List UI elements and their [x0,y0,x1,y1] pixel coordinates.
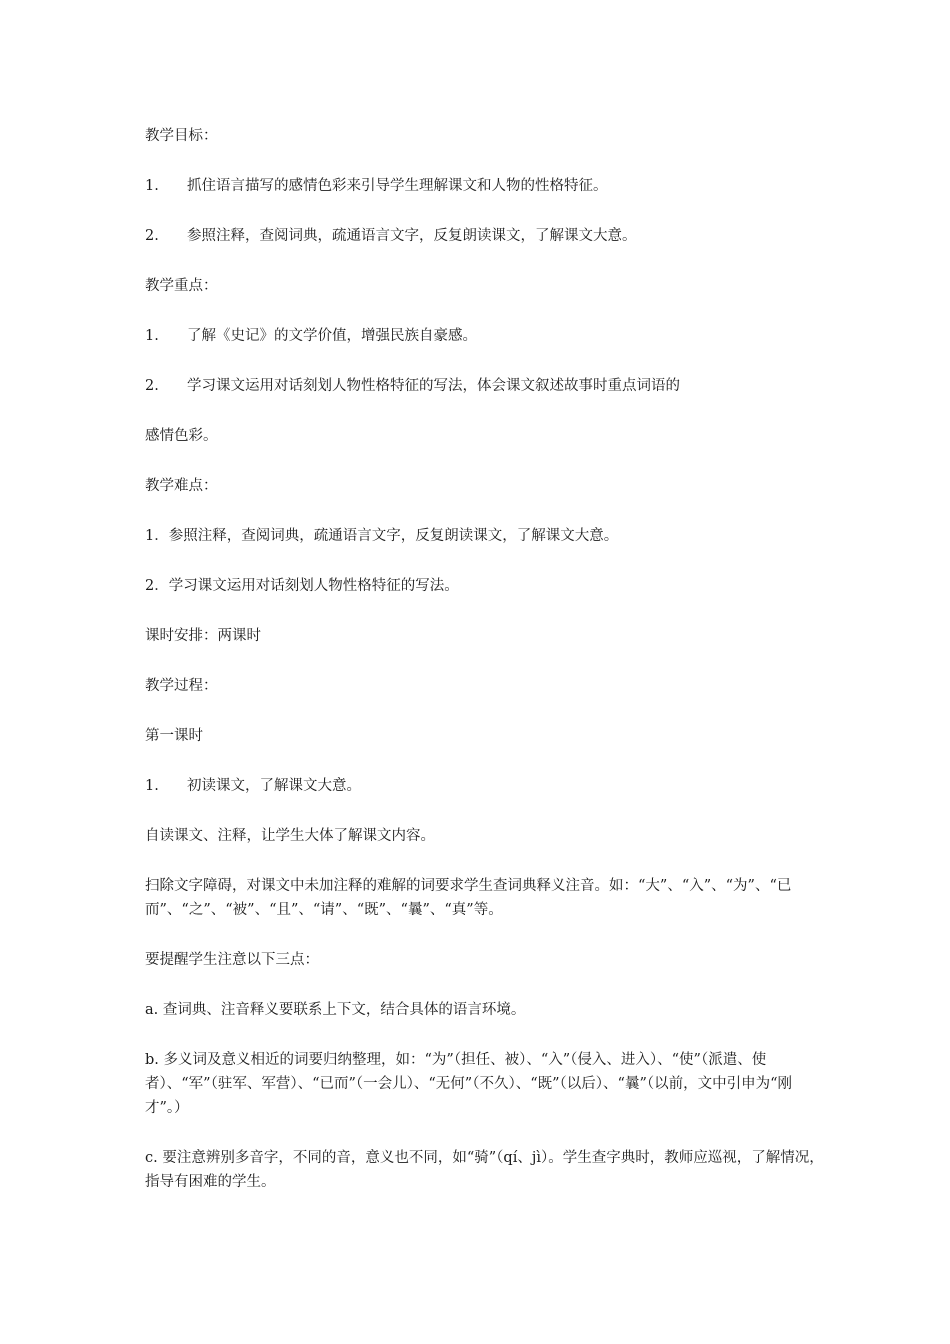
key-points-heading: 教学重点： [145,278,218,294]
step-1-number: 1. [145,778,159,794]
difficulty-item-1: 1．参照注释，查阅词典，疏通语言文字，反复朗读课文，了解课文大意。 [145,528,619,544]
goal-item-1 [145,174,825,198]
reminder-paragraph: 要提醒学生注意以下三点： [145,952,319,968]
goal-1-text: 抓住语言描写的感情色彩来引导学生理解课文和人物的性格特征。 [187,178,608,194]
lesson-one-heading: 第一课时 [145,728,203,744]
difficulty-item-2: 2．学习课文运用对话刻划人物性格特征的写法。 [145,578,459,594]
key-2-number: 2. [145,378,159,394]
step-item-1 [145,774,825,798]
difficulties-heading: 教学难点： [145,478,218,494]
document-page [145,124,825,1220]
key-1-text: 了解《史记》的文学价值，增强民族自豪感。 [187,328,477,344]
schedule: 课时安排：两课时 [145,628,261,644]
key-2-text: 学习课文运用对话刻划人物性格特征的写法，体会课文叙述故事时重点词语的 [187,378,680,394]
clear-obstacles-paragraph: 扫除文字障碍，对课文中未加注释的难解的词要求学生查词典释义注音。如：“大”、“入”、“为”、“已而”、“之”、“被”、“且”、“请”、“既”、“曩”、“真”等。 [145,878,792,918]
goal-2-text: 参照注释，查阅词典，疏通语言文字，反复朗读课文，了解课文大意。 [187,228,637,244]
process-heading: 教学过程： [145,678,218,694]
goal-item-2 [145,224,825,248]
point-a-paragraph: a. 查词典、注音释义要联系上下文，结合具体的语言环境。 [145,1002,526,1018]
key-item-2-continued: 感情色彩。 [145,428,218,444]
key-item-2 [145,374,825,398]
goals-heading: 教学目标： [145,128,218,144]
goal-2-number: 2. [145,228,159,244]
self-read-paragraph: 自读课文、注释，让学生大体了解课文内容。 [145,828,435,844]
step-1-text: 初读课文，了解课文大意。 [187,778,361,794]
goal-1-number: 1. [145,178,159,194]
key-item-1 [145,324,825,348]
point-c-paragraph: c. 要注意辨别多音字，不同的音，意义也不同，如“骑”（qí、jì）。学生查字典时，教师应巡视，了解情况，指导有困难的学生。 [145,1150,824,1190]
point-b-paragraph: b. 多义词及意义相近的词要归纳整理，如：“为”（担任、被）、“入”（侵入、进入）、“使”（派遣、使者）、“军”（驻军、军营）、“已而”（一会儿）、“无何”（不久）、“既”（以后）、“曩”（以前，文中引申为“刚才”。） [145,1052,793,1116]
key-1-number: 1. [145,328,159,344]
